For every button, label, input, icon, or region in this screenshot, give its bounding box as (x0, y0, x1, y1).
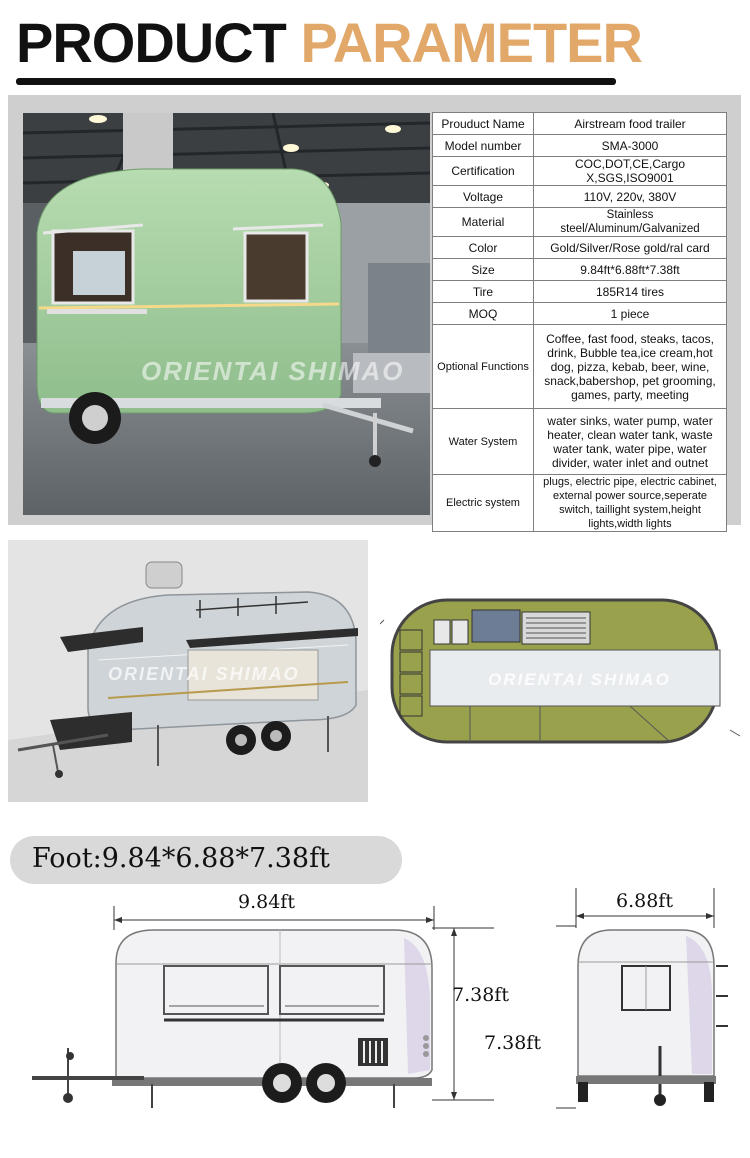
spec-value: water sinks, water pump, water heater, clean water tank, waste water tank, water pipe, water divider, water inlet and outnet (534, 409, 727, 475)
spec-value: 1 piece (534, 303, 727, 325)
height-dimension-back: 7.38ft (484, 1032, 541, 1054)
table-row (433, 409, 727, 475)
rear-view-drawing (556, 886, 746, 1118)
height-dimension-side: 7.38ft (452, 984, 509, 1006)
spec-key: Color (433, 237, 534, 259)
table-row (433, 186, 727, 208)
spec-value: Gold/Silver/Rose gold/ral card (534, 237, 727, 259)
table-row (433, 281, 727, 303)
spec-key: Optional Functions (433, 325, 534, 409)
spec-value: 185R14 tires (534, 281, 727, 303)
spec-key: Model number (433, 135, 534, 157)
watermark: ORIENTAI SHIMAO (141, 356, 405, 386)
table-row (433, 259, 727, 281)
spec-value: 9.84ft*6.88ft*7.38ft (534, 259, 727, 281)
spec-value: plugs, electric pipe, electric cabinet, external power source,seperate switch, taillight system,height lights,width lights (534, 475, 727, 532)
side-view-drawing (24, 888, 548, 1118)
trailer-floor-plan (380, 590, 742, 760)
watermark: ORIENTAI SHIMAO (488, 670, 671, 689)
spec-key: Voltage (433, 186, 534, 208)
page-header (0, 0, 750, 90)
spec-key: MOQ (433, 303, 534, 325)
table-row (433, 135, 727, 157)
table-row (433, 475, 727, 532)
table-row (433, 157, 727, 186)
size-label-pill (10, 836, 402, 884)
table-row (433, 113, 727, 135)
length-dimension: 9.84ft (238, 891, 295, 913)
table-row (433, 208, 727, 237)
spec-key: Tire (433, 281, 534, 303)
trailer-photo (23, 113, 430, 515)
spec-key: Electric system (433, 475, 534, 532)
table-row (433, 237, 727, 259)
spec-value: Airstream food trailer (534, 113, 727, 135)
title-word-product: PRODUCT (16, 11, 286, 74)
spec-key: Size (433, 259, 534, 281)
spec-table (432, 112, 727, 532)
trailer-3d-render (8, 540, 368, 802)
width-dimension: 6.88ft (616, 890, 673, 912)
page-title (16, 12, 642, 74)
spec-key: Prouduct Name (433, 113, 534, 135)
size-label-text: Foot:9.84*6.88*7.38ft (32, 843, 330, 874)
title-word-parameter: PARAMETER (300, 11, 642, 74)
spec-value: COC,DOT,CE,Cargo X,SGS,ISO9001 (534, 157, 727, 186)
spec-key: Material (433, 208, 534, 237)
title-underline (16, 78, 616, 85)
spec-value: 110V, 220v, 380V (534, 186, 727, 208)
table-row (433, 303, 727, 325)
spec-value: Stainless steel/Aluminum/Galvanized (534, 208, 727, 237)
spec-key: Water System (433, 409, 534, 475)
spec-key: Certification (433, 157, 534, 186)
spec-value: SMA-3000 (534, 135, 727, 157)
spec-value: Coffee, fast food, steaks, tacos, drink, Bubble tea,ice cream,hot dog, pizza, kebab, beer, wine, snack,babershop, pet grooming, games, party, meeting (534, 325, 727, 409)
watermark: ORIENTAI SHIMAO (108, 664, 300, 684)
table-row (433, 325, 727, 409)
